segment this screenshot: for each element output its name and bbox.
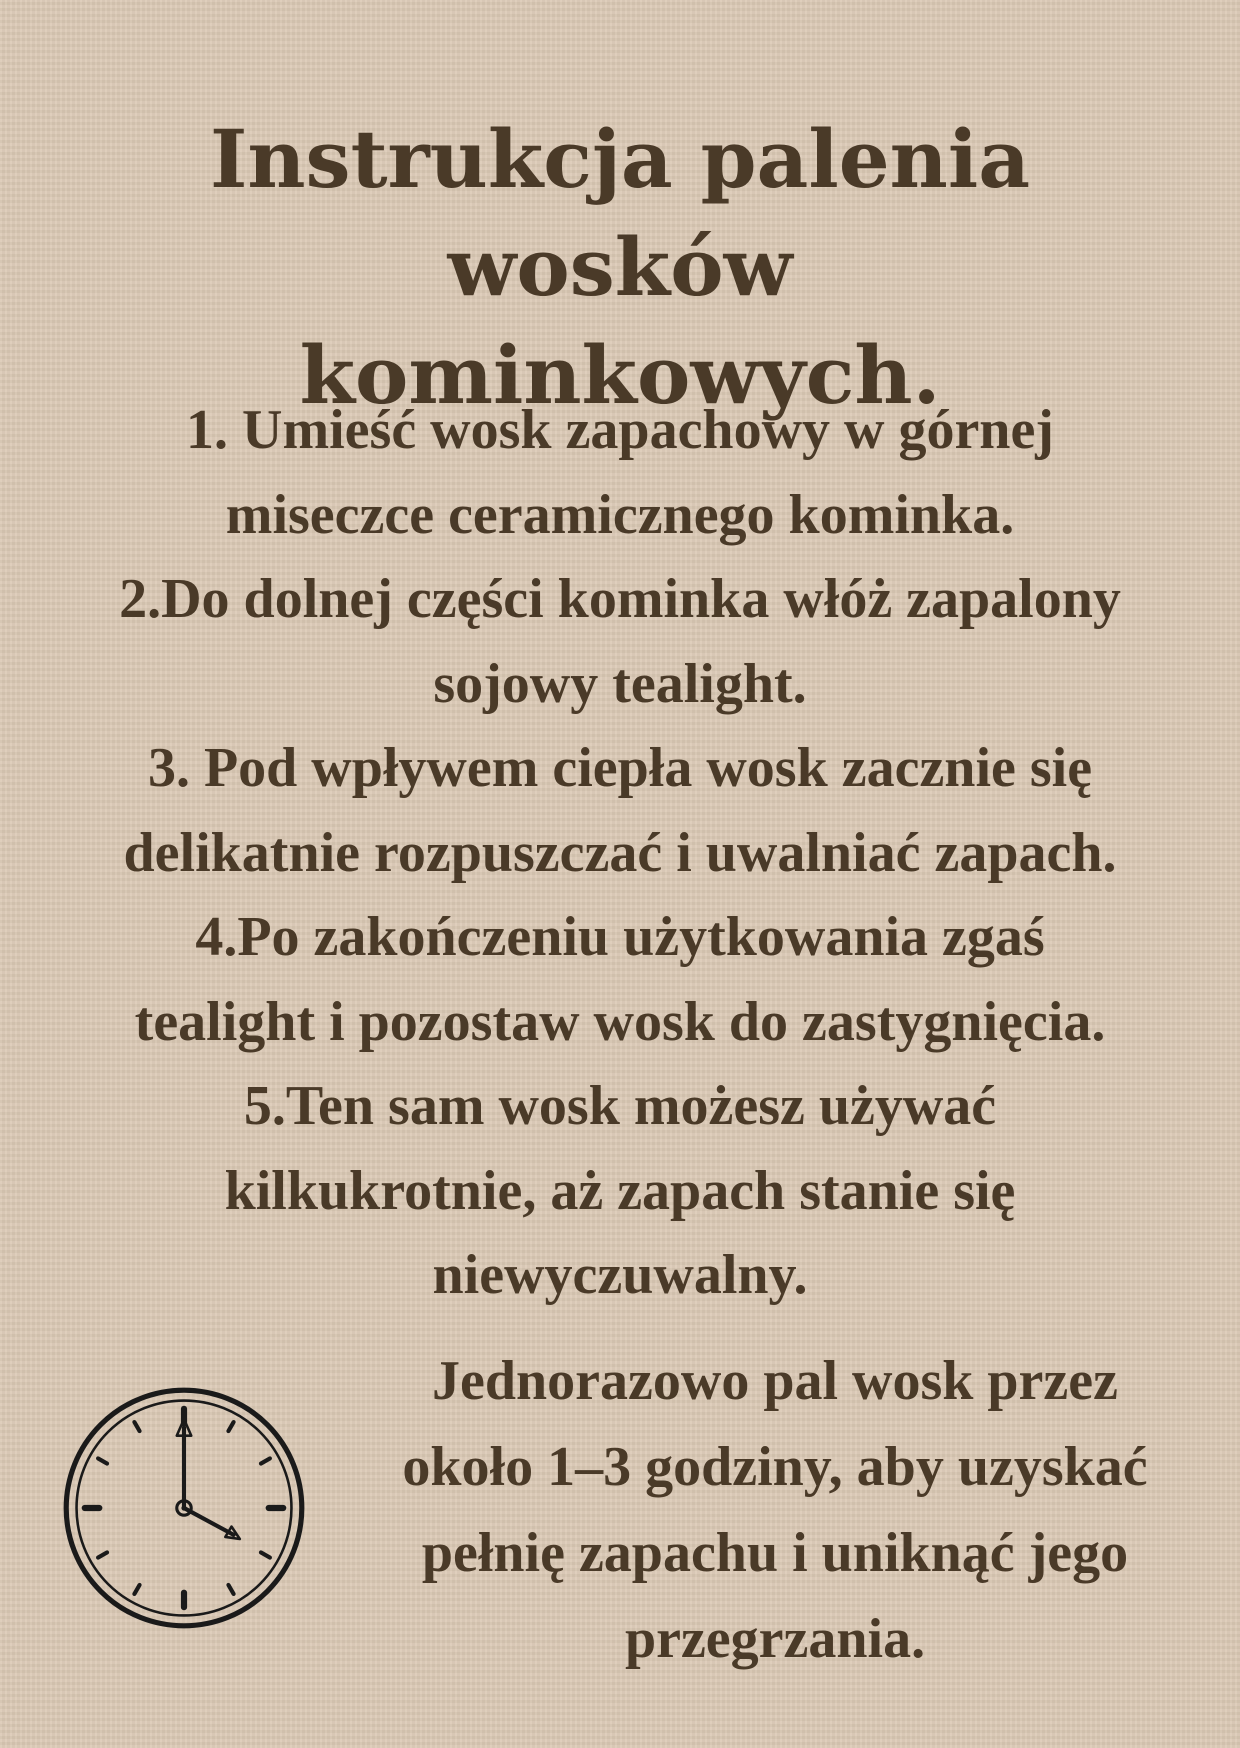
burn-time-note: [355, 1338, 1195, 1682]
clock-tick: [228, 1585, 233, 1594]
clock-tick: [98, 1552, 107, 1557]
clock-tick: [134, 1585, 139, 1594]
step-2-line-1: 2.Do dolnej części kominka włóż zapalony: [119, 568, 1121, 630]
step-5-line-1: 5.Ten sam wosk możesz używać: [243, 1075, 997, 1137]
step-1: [40, 388, 1200, 557]
step-2: [40, 557, 1200, 726]
clock-tick: [261, 1552, 270, 1557]
step-4-line-1: 4.Po zakończeniu użytkowania zgaś: [195, 906, 1045, 968]
burn-time-note-line-1: Jednorazowo pal wosk przez: [432, 1350, 1118, 1412]
clock-center-dot: [181, 1505, 186, 1510]
page-title: [40, 105, 1200, 429]
step-3-line-1: 3. Pod wpływem ciepła wosk zacznie się: [147, 737, 1093, 799]
clock-tick: [134, 1422, 139, 1431]
step-1-line-2: miseczce ceramicznego kominka.: [225, 483, 1015, 546]
burn-time-note-line-3: pełnię zapachu i uniknąć jego: [421, 1522, 1129, 1584]
burn-time-note-line-4: przegrzania.: [624, 1608, 926, 1670]
steps-list: [40, 388, 1200, 1318]
step-4-line-2: tealight i pozostaw wosk do zastygnięcia.: [134, 990, 1106, 1053]
step-1-line-1: 1. Umieść wosk zapachowy w górnej: [186, 399, 1054, 461]
burn-time-note-line-2: około 1–3 godziny, aby uzyskać: [402, 1436, 1148, 1498]
clock-icon: [60, 1384, 308, 1632]
step-5-line-3: niewyczuwalny.: [432, 1244, 808, 1306]
clock-tick: [228, 1422, 233, 1431]
step-5: [40, 1064, 1200, 1318]
page-title-line-1: Instrukcja palenia wosków: [209, 112, 1031, 314]
step-2-line-2: sojowy tealight.: [433, 652, 807, 715]
step-3: [40, 726, 1200, 895]
page-title-line-2: kominkowych.: [299, 328, 941, 422]
step-4: [40, 895, 1200, 1064]
clock-tick: [98, 1458, 107, 1463]
step-5-line-2: kilkukrotnie, aż zapach stanie się: [224, 1159, 1016, 1222]
clock-tick: [261, 1458, 270, 1463]
step-3-line-2: delikatnie rozpuszczać i uwalniać zapach.: [123, 821, 1117, 884]
